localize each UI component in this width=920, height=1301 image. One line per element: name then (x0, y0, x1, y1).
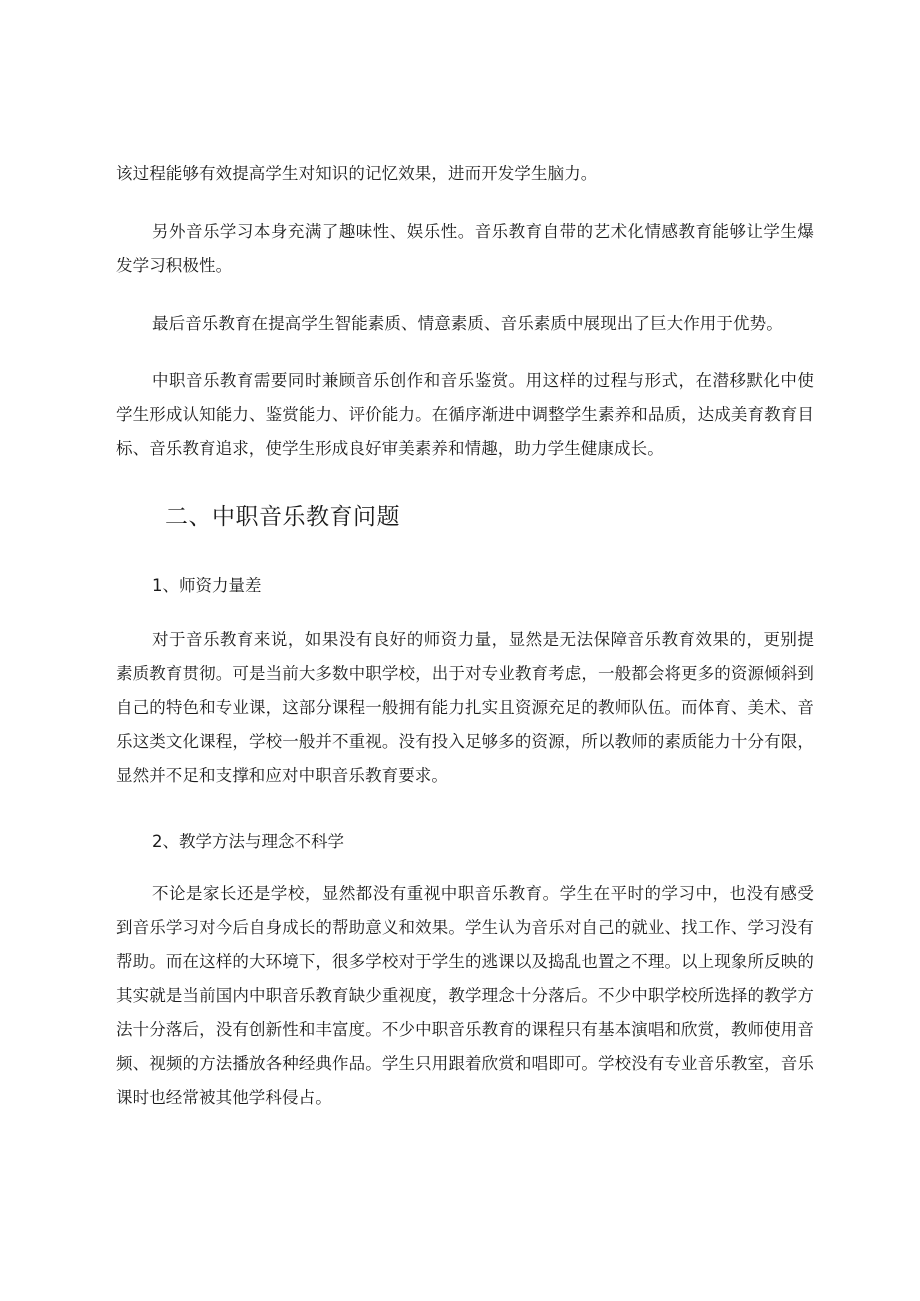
paragraph-teachers: 对于音乐教育来说，如果没有良好的师资力量，显然是无法保障音乐教育效果的，更别提素质教育贯彻。可是当前大多数中职学校，出于对专业教育考虑，一般都会将更多的资源倾斜到自己的特色和专业课，这部分课程一般拥有能力扎实且资源充足的教师队伍。而体育、美术、音乐这类文化课程，学校一般并不重视。没有投入足够多的资源，所以教师的素质能力十分有限，显然并不足和支撑和应对中职音乐教育要求。 (116, 630, 814, 785)
paragraph-advantages: 最后音乐教育在提高学生智能素质、情意素质、音乐素质中展现出了巨大作用于优势。 (152, 314, 783, 333)
subheading-teachers: 1、师资力量差 (152, 576, 262, 595)
subheading-methods: 2、教学方法与理念不科学 (152, 832, 344, 851)
paragraph-methods: 不论是家长还是学校，显然都没有重视中职音乐教育。学生在平时的学习中，也没有感受到音乐学习对今后自身成长的帮助意义和效果。学生认为音乐对自己的就业、找工作、学习没有帮助。而在这样的大环境下，很多学校对于学生的逃课以及捣乱也置之不理。以上现象所反映的其实就是当前国内中职音乐教育缺少重视度，教学理念十分落后。不少中职学校所选择的教学方法十分落后，没有创新性和丰富度。不少中职音乐教育的课程只有基本演唱和欣赏，教师使用音频、视频的方法播放各种经典作品。学生只用跟着欣赏和唱即可。学校没有专业音乐教室，音乐课时也经常被其他学科侵占。 (116, 884, 814, 1107)
paragraph-goals: 中职音乐教育需要同时兼顾音乐创作和音乐鉴赏。用这样的过程与形式，在潜移默化中使学生形成认知能力、鉴赏能力、评价能力。在循序渐进中调整学生素养和品质，达成美育教育目标、音乐教育追求，使学生形成良好审美素养和情趣，助力学生健康成长。 (116, 371, 814, 458)
section-heading: 二、中职音乐教育问题 (165, 504, 400, 530)
paragraph-continuation: 该过程能够有效提高学生对知识的记忆效果，进而开发学生脑力。 (116, 164, 598, 183)
paragraph-fun: 另外音乐学习本身充满了趣味性、娱乐性。音乐教育自带的艺术化情感教育能够让学生爆发学习积极性。 (116, 222, 814, 275)
